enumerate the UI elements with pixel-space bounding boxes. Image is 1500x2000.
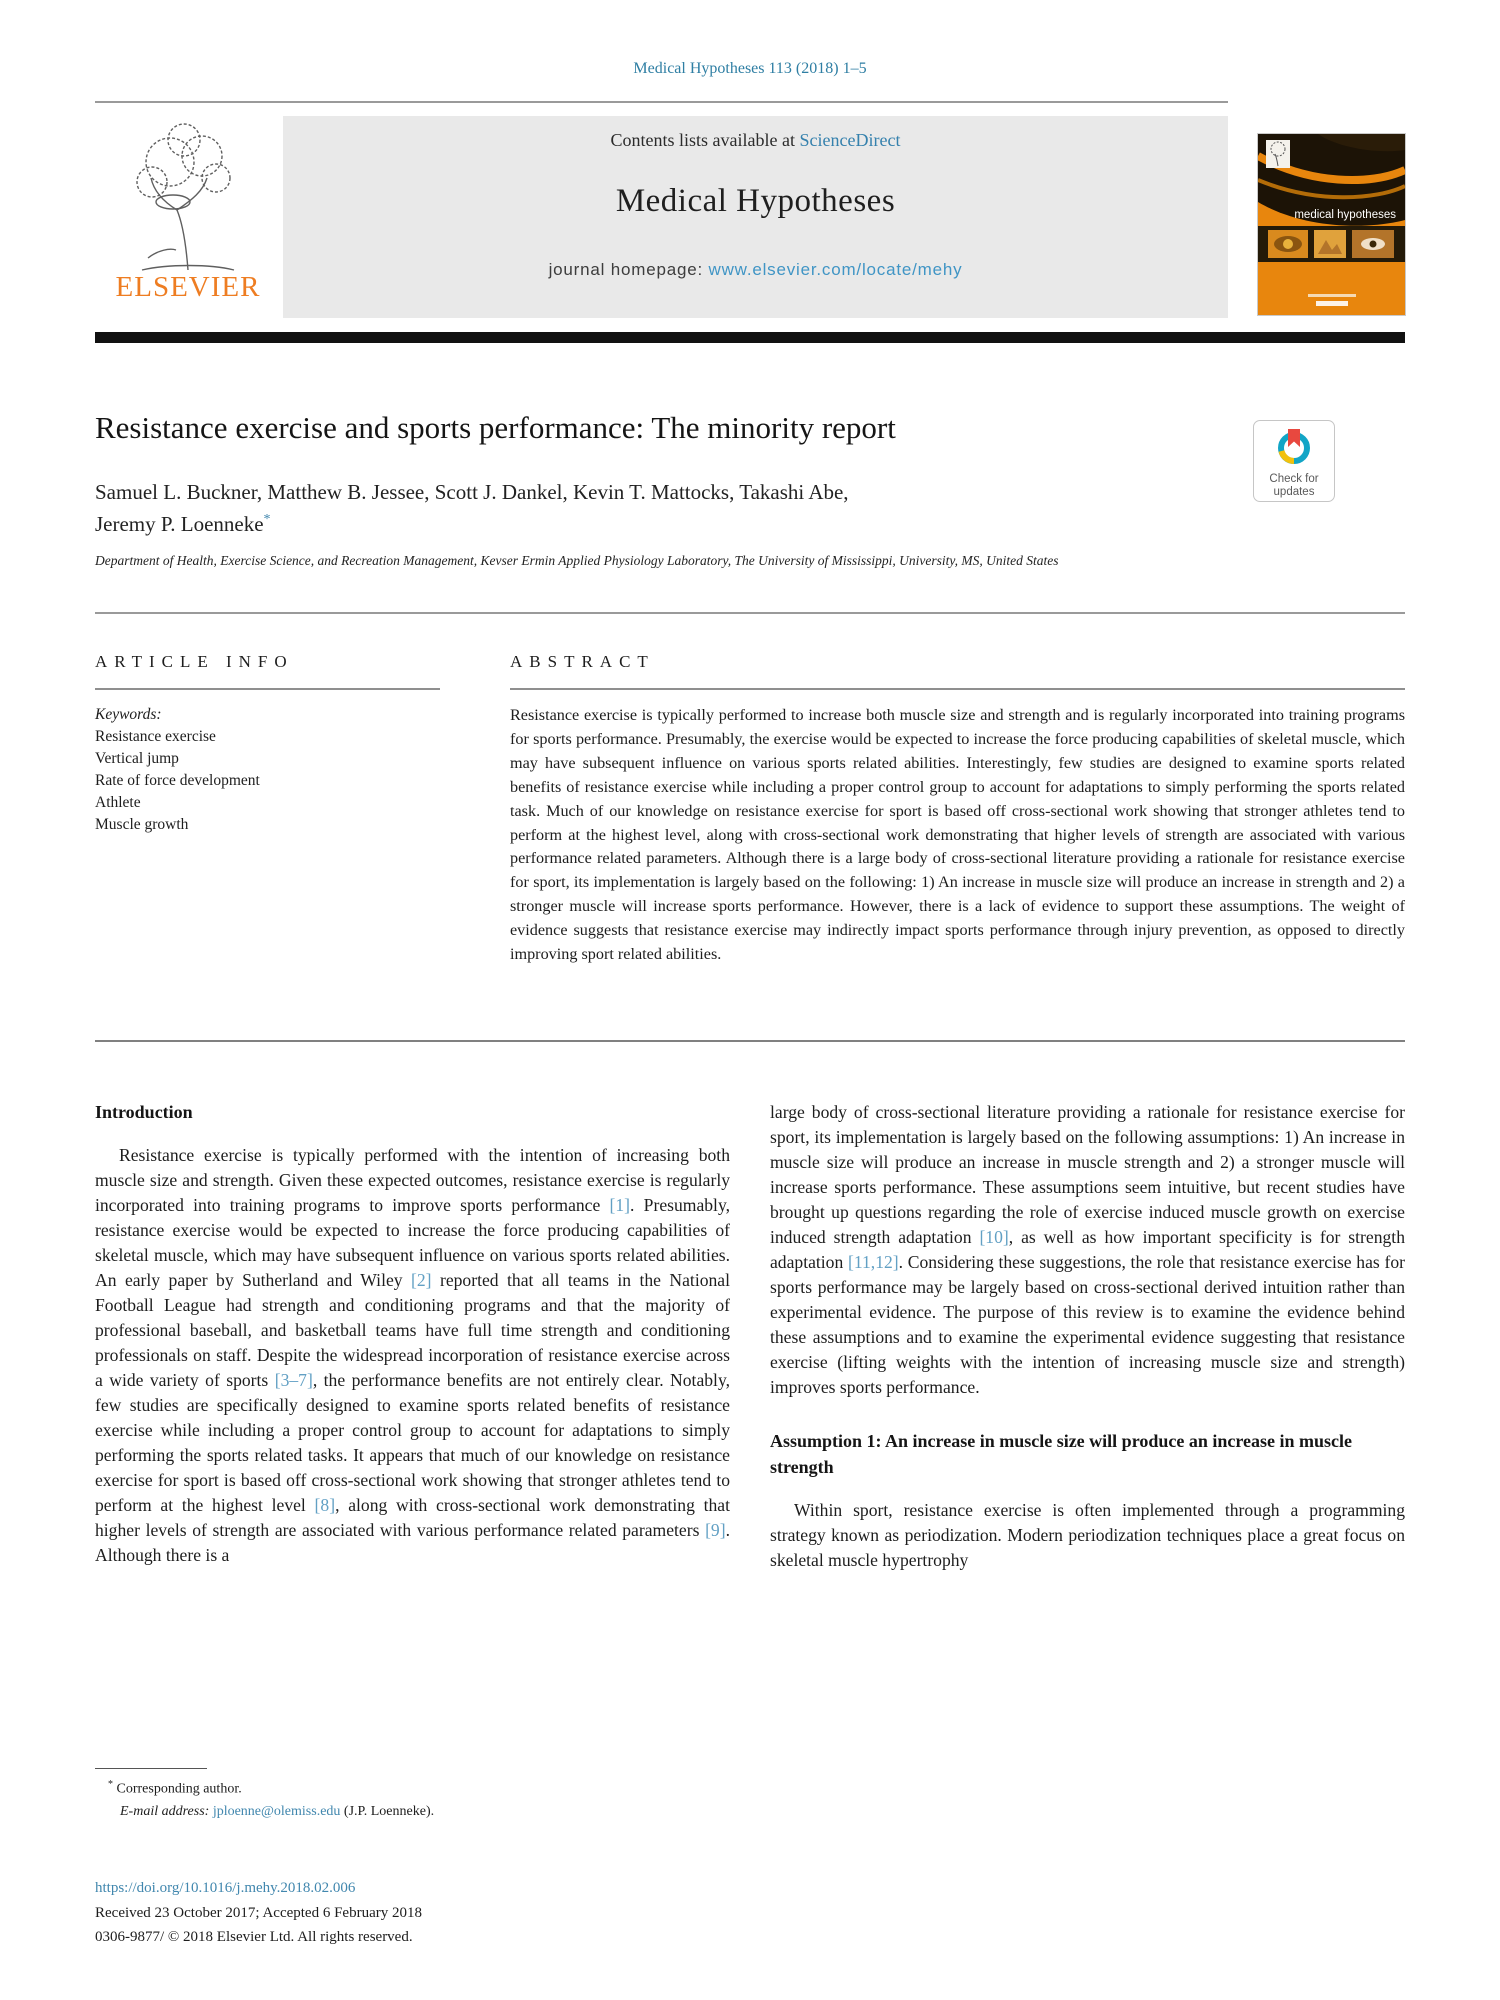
body-right-column: [770, 1100, 1405, 1573]
journal-cover-thumbnail[interactable]: [1258, 134, 1405, 315]
author-list: [95, 476, 1295, 540]
corresponding-author-note: * Corresponding author.: [108, 1779, 242, 1797]
citation-link[interactable]: [8]: [314, 1495, 336, 1515]
keyword-item: Rate of force development: [95, 772, 260, 789]
doi-line: [95, 1880, 355, 1897]
issn-copyright: 0306-9877/ © 2018 Elsevier Ltd. All rights reserved.: [95, 1929, 413, 1945]
journal-citation-header: Medical Hypotheses 113 (2018) 1–5: [633, 60, 867, 77]
header-divider-bar: [95, 332, 1405, 343]
header-top-rule: [95, 101, 1228, 103]
article-info-rule: [95, 688, 440, 690]
doi-link[interactable]: https://doi.org/10.1016/j.mehy.2018.02.006: [95, 1880, 356, 1896]
elsevier-logo[interactable]: [95, 116, 281, 318]
contents-line: [283, 130, 1228, 151]
corresponding-author-mark[interactable]: *: [263, 512, 271, 527]
sciencedirect-link[interactable]: ScienceDirect: [799, 130, 901, 150]
article-title: Resistance exercise and sports performance: The minority report: [95, 410, 896, 445]
abstract-section: [510, 652, 1405, 967]
email-note: [120, 1804, 434, 1820]
cover-title: medical hypotheses: [1294, 209, 1396, 221]
journal-header-box: [283, 116, 1228, 318]
citation-link[interactable]: [11,12]: [848, 1252, 899, 1272]
abstract-heading: ABSTRACT: [510, 652, 655, 671]
body-paragraph: large body of cross-sectional literature providing a rationale for resistance exercise for sport, its implementation is largely based on the following assumptions: 1) An increase in muscle size will produce an increase in muscle strength and 2) a stronger muscle will increase sports performance. These assumptions seem intuitive, but recent studies have brought up questions regarding the role of exercise induced muscle growth on exercise induced strength adaptation [10], as well as how important specificity is for strength adaptation [11,12]. Considering these suggestions, the role that resistance exercise has for sports performance may be largely based on cross-sectional derived intuition rather than experimental evidence. The purpose of this review is to examine the evidence behind these assumptions and to examine the experimental evidence suggesting that resistance exercise (lifting weights with the intention of increasing muscle size and strength) improves sports performance.: [770, 1102, 1405, 1397]
keyword-item: Athlete: [95, 794, 141, 811]
email-label: E-mail address:: [120, 1804, 210, 1819]
badge-label: Check for updates: [1269, 473, 1319, 498]
elsevier-tree-icon: [118, 118, 258, 276]
introduction-paragraph: Resistance exercise is typically performed with the intention of increasing both muscle size and strength. Given these expected outcomes, resistance exercise is regularly incorporated into training programs to improve sports performance [1]. Presumably, resistance exercise would be expected to increase the force producing capabilities of skeletal muscle, which may have subsequent influence on various sports related abilities. An early paper by Sutherland and Wiley [2] reported that all teams in the National Football League had strength and conditioning programs and that the majority of professional baseball, and basketball teams have full time strength and conditioning professionals on staff. Despite the widespread incorporation of resistance exercise across a wide variety of sports [3–7], the performance benefits are not entirely clear. Notably, few studies are specifically designed to examine sports related benefits of resistance exercise while including a proper control group to account for adaptations to simply performing the sports related tasks. It appears that much of our knowledge on resistance exercise for sport is based off cross-sectional work showing that stronger athletes tend to perform at the highest level [8], along with cross-sectional work demonstrating that higher levels of strength are associated with various performance related parameters [9]. Although there is a: [95, 1145, 731, 1565]
journal-homepage-link[interactable]: www.elsevier.com/locate/mehy: [708, 260, 963, 279]
footnote-star: *: [108, 1779, 113, 1790]
homepage-prefix: journal homepage:: [548, 260, 709, 279]
citation-link[interactable]: [3–7]: [274, 1370, 313, 1390]
footnote-rule: [95, 1768, 207, 1769]
body-left-column: [95, 1100, 730, 1568]
introduction-heading: Introduction: [95, 1102, 193, 1122]
homepage-line: [283, 260, 1228, 280]
abstract-rule: [510, 688, 1405, 690]
keyword-item: Vertical jump: [95, 750, 179, 767]
received-dates: Received 23 October 2017; Accepted 6 February 2018: [95, 1905, 422, 1921]
citation-link[interactable]: [10]: [979, 1227, 1009, 1247]
abstract-text: Resistance exercise is typically performed to increase both muscle size and strength and is regularly incorporated into training programs for sports performance. Presumably, the exercise would be expected to increase the force producing capabilities of skeletal muscle, which may have subsequent influence on various sports related abilities. Interestingly, few studies are designed to examine sports related benefits of resistance exercise while including a proper control group to account for adaptations to simply performing the sports related task. Much of our knowledge on resistance exercise for sport is based off cross-sectional work showing that stronger athletes tend to perform at the highest level, along with cross-sectional work demonstrating that higher levels of strength are associated with various performance related parameters. Although there is a large body of cross-sectional literature providing a rationale for resistance exercise for sport, its implementation is largely based on the following: 1) An increase in muscle size will produce an increase in strength and 2) a stronger muscle will increase sports performance. However, there is a lack of evidence to support these assumptions. The weight of evidence suggests that resistance exercise may indirectly impact sports performance through injury prevention, as opposed to directly improving sport related abilities.: [510, 706, 1405, 964]
abstract-body-divider: [95, 1040, 1405, 1042]
keywords-block: [95, 704, 440, 836]
crossmark-icon: [1272, 425, 1316, 467]
affiliation: Department of Health, Exercise Science, and Recreation Management, Kevser Ermin Applied Physiology Laboratory, The University of Mississippi, University, MS, United States: [95, 553, 1059, 568]
article-info-section: [95, 652, 440, 836]
elsevier-wordmark: ELSEVIER: [115, 271, 261, 303]
keyword-item: Muscle growth: [95, 816, 189, 833]
author-section-rule: [95, 612, 1405, 614]
email-suffix: (J.P. Loenneke).: [340, 1804, 435, 1819]
contents-prefix: Contents lists available at: [610, 130, 800, 150]
article-info-heading: ARTICLE INFO: [95, 652, 294, 671]
authors-line2: Jeremy P. Loenneke*: [95, 512, 271, 536]
keywords-label: Keywords:: [95, 706, 162, 723]
assumption1-paragraph: Within sport, resistance exercise is often implemented through a programming strategy known as periodization. Modern periodization techniques place a great focus on skeletal muscle hypertrophy: [770, 1500, 1405, 1570]
assumption1-heading: Assumption 1: An increase in muscle size will produce an increase in muscle strength: [770, 1431, 1353, 1477]
journal-name: Medical Hypotheses: [615, 183, 896, 219]
citation-link[interactable]: [2]: [411, 1270, 432, 1290]
email-link[interactable]: jploenne@olemiss.edu: [212, 1804, 341, 1819]
journal-cover-art: [1258, 134, 1405, 315]
citation-link[interactable]: [1]: [609, 1195, 631, 1215]
keyword-item: Resistance exercise: [95, 728, 216, 745]
authors-line1: Samuel L. Buckner, Matthew B. Jessee, Scott J. Dankel, Kevin T. Mattocks, Takashi Abe,: [95, 480, 849, 504]
citation-link[interactable]: [9]: [705, 1520, 726, 1540]
